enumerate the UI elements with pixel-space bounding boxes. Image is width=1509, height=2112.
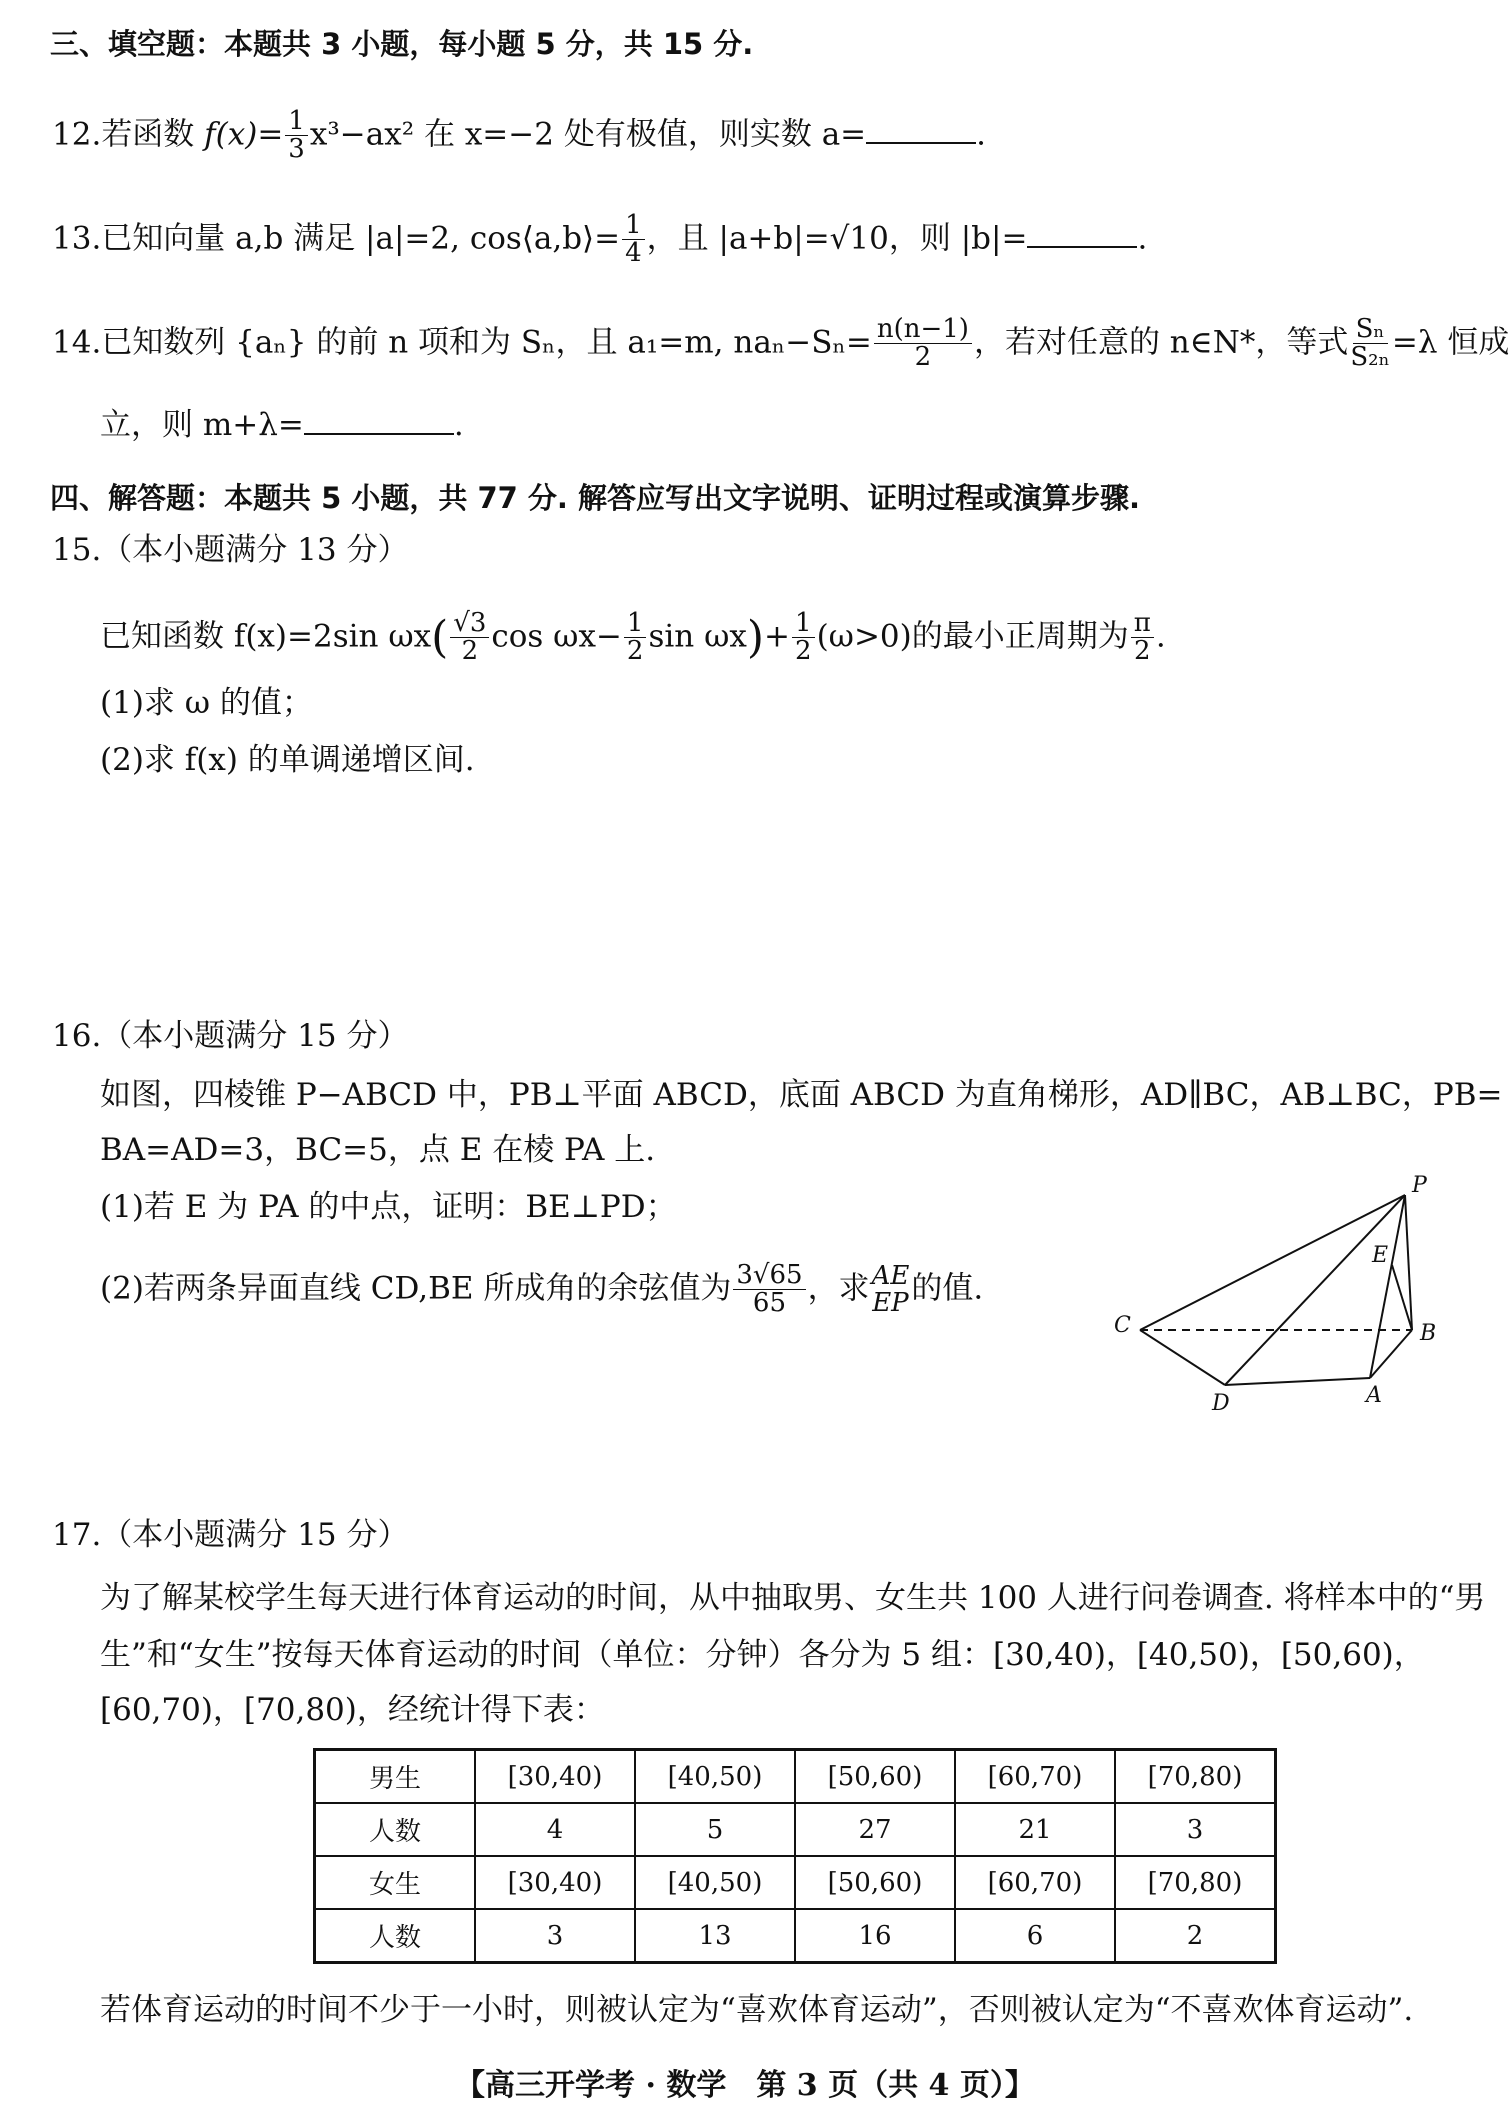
- table-cell: 3: [1115, 1803, 1276, 1856]
- q12-text-a: 若函数: [101, 116, 205, 153]
- table-cell: 2: [1115, 1909, 1276, 1963]
- q17-line1: 为了解某校学生每天进行体育运动的时间，从中抽取男、女生共 100 人进行问卷调查. 将样本中的“男: [100, 1580, 1486, 1616]
- q14-text-a: 已知数列 {aₙ} 的前 n 项和为 Sₙ，且 a₁=m, naₙ−Sₙ=: [101, 324, 872, 361]
- question-12: [52, 108, 986, 164]
- q16-frac-num: 3√65: [733, 1262, 805, 1290]
- edge-AP: [1370, 1195, 1405, 1378]
- q13-fraction: [622, 212, 645, 268]
- q16-line2: BA=AD=3，BC=5，点 E 在棱 PA 上.: [100, 1132, 656, 1168]
- table-cell: [50,60): [795, 1750, 955, 1804]
- q15-number: 15.（本小题满分 13 分）: [52, 532, 409, 568]
- q17-number: 17.（本小题满分 15 分）: [52, 1517, 409, 1553]
- q13-end: .: [1137, 220, 1148, 257]
- edge-AB: [1370, 1330, 1412, 1378]
- q14-fraction: [874, 316, 972, 372]
- table-cell: 13: [635, 1909, 795, 1963]
- q15-end: .: [1155, 618, 1166, 655]
- table-cell: 4: [475, 1803, 635, 1856]
- q15-one-b: 1: [792, 610, 815, 638]
- q13-text-b: ，且 |a+b|=√10，则 |b|=: [646, 220, 1028, 257]
- q13-number: 13.: [52, 220, 102, 257]
- q15-two-d: 2: [1134, 636, 1151, 667]
- q14-number: 14.: [52, 324, 102, 361]
- edge-CP: [1140, 1195, 1405, 1330]
- table-row: [315, 1856, 1276, 1909]
- q14-answer-blank[interactable]: [304, 427, 454, 435]
- q16-frac-ratio: [871, 1260, 910, 1318]
- table-cell: [40,50): [635, 1856, 795, 1909]
- q15-stem-a: 已知函数 f(x)=2sin ωx: [100, 618, 432, 655]
- table-cell: [60,70): [955, 1856, 1115, 1909]
- q14-frac2-den: S₂ₙ: [1350, 342, 1390, 373]
- q15-sqrt3: √3: [450, 610, 489, 638]
- table-cell: [50,60): [795, 1856, 955, 1909]
- table-cell: [70,80): [1115, 1750, 1276, 1804]
- table-cell: [40,50): [635, 1750, 795, 1804]
- edge-DA: [1225, 1378, 1370, 1385]
- table-cell: 5: [635, 1803, 795, 1856]
- q17-line3: [60,70)，[70,80)，经统计得下表：: [100, 1692, 605, 1728]
- q15-frac-pi: [1131, 610, 1154, 666]
- exercise-time-table: [313, 1748, 1277, 1964]
- table-cell: 男生: [315, 1750, 476, 1804]
- table-cell: 人数: [315, 1909, 476, 1963]
- q16-number: 16.（本小题满分 15 分）: [52, 1018, 409, 1054]
- q14-text-c: =λ 恒成: [1391, 324, 1509, 361]
- table-cell: 21: [955, 1803, 1115, 1856]
- label-B: B: [1420, 1321, 1437, 1346]
- q15-frac-half-2: [792, 610, 815, 666]
- table-cell: [30,40): [475, 1750, 635, 1804]
- label-A: A: [1366, 1383, 1382, 1408]
- question-13: [52, 212, 1147, 268]
- q12-answer-blank[interactable]: [866, 136, 976, 144]
- table-cell: 人数: [315, 1803, 476, 1856]
- q15-one-a: 1: [624, 610, 647, 638]
- q12-fx: f(x)=: [204, 116, 284, 153]
- q16-line1: 如图，四棱锥 P−ABCD 中，PB⊥平面 ABCD，底面 ABCD 为直角梯形，AD∥BC，AB⊥BC，PB=: [100, 1077, 1503, 1113]
- q15-omega-cond: (ω>0)的最小正周期为: [816, 618, 1129, 655]
- question-14: [52, 316, 1509, 372]
- q16-frac2-den: EP: [872, 1287, 909, 1318]
- edge-CD: [1140, 1330, 1225, 1385]
- table-cell: 6: [955, 1909, 1115, 1963]
- q15-paren-close: ): [746, 611, 765, 663]
- q15-paren-open: (: [431, 611, 449, 663]
- q15-two-b: 2: [626, 636, 644, 667]
- table-row: [315, 1750, 1276, 1804]
- label-P: P: [1412, 1173, 1427, 1198]
- q15-part1: (1)求 ω 的值；: [100, 685, 313, 721]
- q15-two-a: 2: [461, 636, 479, 667]
- label-C: C: [1114, 1313, 1131, 1338]
- table-cell: [60,70): [955, 1750, 1115, 1804]
- q14-end: .: [453, 407, 464, 443]
- q17-after-table: 若体育运动的时间不少于一小时，则被认定为“喜欢体育运动”，否则被认定为“不喜欢体育运动”.: [100, 1992, 1414, 2028]
- q16-frac2-num: AE: [871, 1260, 910, 1291]
- q15-pi: π: [1131, 610, 1154, 638]
- q14-frac2-num: Sₙ: [1353, 316, 1388, 344]
- q17-line2: 生”和“女生”按每天体育运动的时间（单位：分钟）各分为 5 组：[30,40)，[40,50)，[50,60)，: [100, 1637, 1425, 1673]
- q15-plus: +: [764, 618, 791, 655]
- q14-frac-den: 2: [914, 342, 932, 373]
- q16-part2-b: ，求: [807, 1270, 870, 1307]
- q16-part2: [100, 1262, 983, 1318]
- table-cell: 27: [795, 1803, 955, 1856]
- q16-frac-den: 65: [752, 1288, 786, 1319]
- q12-number: 12.: [52, 116, 102, 153]
- q14-frac-num: n(n−1): [874, 316, 972, 344]
- label-D: D: [1212, 1391, 1230, 1416]
- q13-frac-den: 4: [625, 238, 642, 269]
- q14-fraction-2: [1350, 316, 1389, 372]
- table-row: [315, 1909, 1276, 1963]
- q16-frac-cos: [733, 1262, 805, 1318]
- q15-frac-half: [624, 610, 647, 666]
- q15-stem: [100, 610, 1166, 666]
- q15-cos-part: cos ωx−: [491, 618, 622, 655]
- q12-frac-num: 1: [285, 108, 308, 136]
- q16-part2-a: (2)若两条异面直线 CD,BE 所成角的余弦值为: [100, 1270, 732, 1307]
- table-row: [315, 1803, 1276, 1856]
- q15-frac-sqrt3: [450, 610, 489, 666]
- table-cell: 女生: [315, 1856, 476, 1909]
- q14-text-b: ，若对任意的 n∈N*，等式: [973, 324, 1349, 361]
- q14-line2-text: 立，则 m+λ=: [100, 407, 304, 443]
- pyramid-edges: [1140, 1195, 1412, 1385]
- table-cell: [70,80): [1115, 1856, 1276, 1909]
- section-4-title: 四、解答题：本题共 5 小题，共 77 分. 解答应写出文字说明、证明过程或演算步骤.: [50, 481, 1141, 515]
- q15-two-c: 2: [795, 636, 812, 667]
- pyramid-figure: [1100, 1170, 1460, 1420]
- q13-frac-num: 1: [622, 212, 645, 240]
- q16-part2-c: 的值.: [911, 1270, 984, 1307]
- q12-end: .: [976, 116, 987, 153]
- table-cell: [30,40): [475, 1856, 635, 1909]
- q12-text-b: x³−ax² 在 x=−2 处有极值，则实数 a=: [309, 116, 867, 153]
- edge-DP: [1225, 1195, 1405, 1385]
- question-14-line2: [100, 405, 464, 445]
- q13-text-a: 已知向量 a,b 满足 |a|=2, cos⟨a,b⟩=: [101, 220, 621, 257]
- section-3-title: 三、填空题：本题共 3 小题，每小题 5 分，共 15 分.: [50, 27, 754, 61]
- q13-answer-blank[interactable]: [1027, 240, 1137, 248]
- q12-frac-den: 3: [288, 134, 305, 165]
- q12-fraction: [285, 108, 308, 164]
- page-footer: 【高三开学考 · 数学 第 3 页（共 4 页）】: [455, 2068, 1035, 2103]
- q15-part2: (2)求 f(x) 的单调递增区间.: [100, 742, 475, 778]
- q15-sin-part: sin ωx: [648, 618, 747, 655]
- q16-part1: (1)若 E 为 PA 的中点，证明：BE⊥PD；: [100, 1189, 677, 1225]
- table-cell: 3: [475, 1909, 635, 1963]
- label-E: E: [1372, 1243, 1389, 1268]
- table-cell: 16: [795, 1909, 955, 1963]
